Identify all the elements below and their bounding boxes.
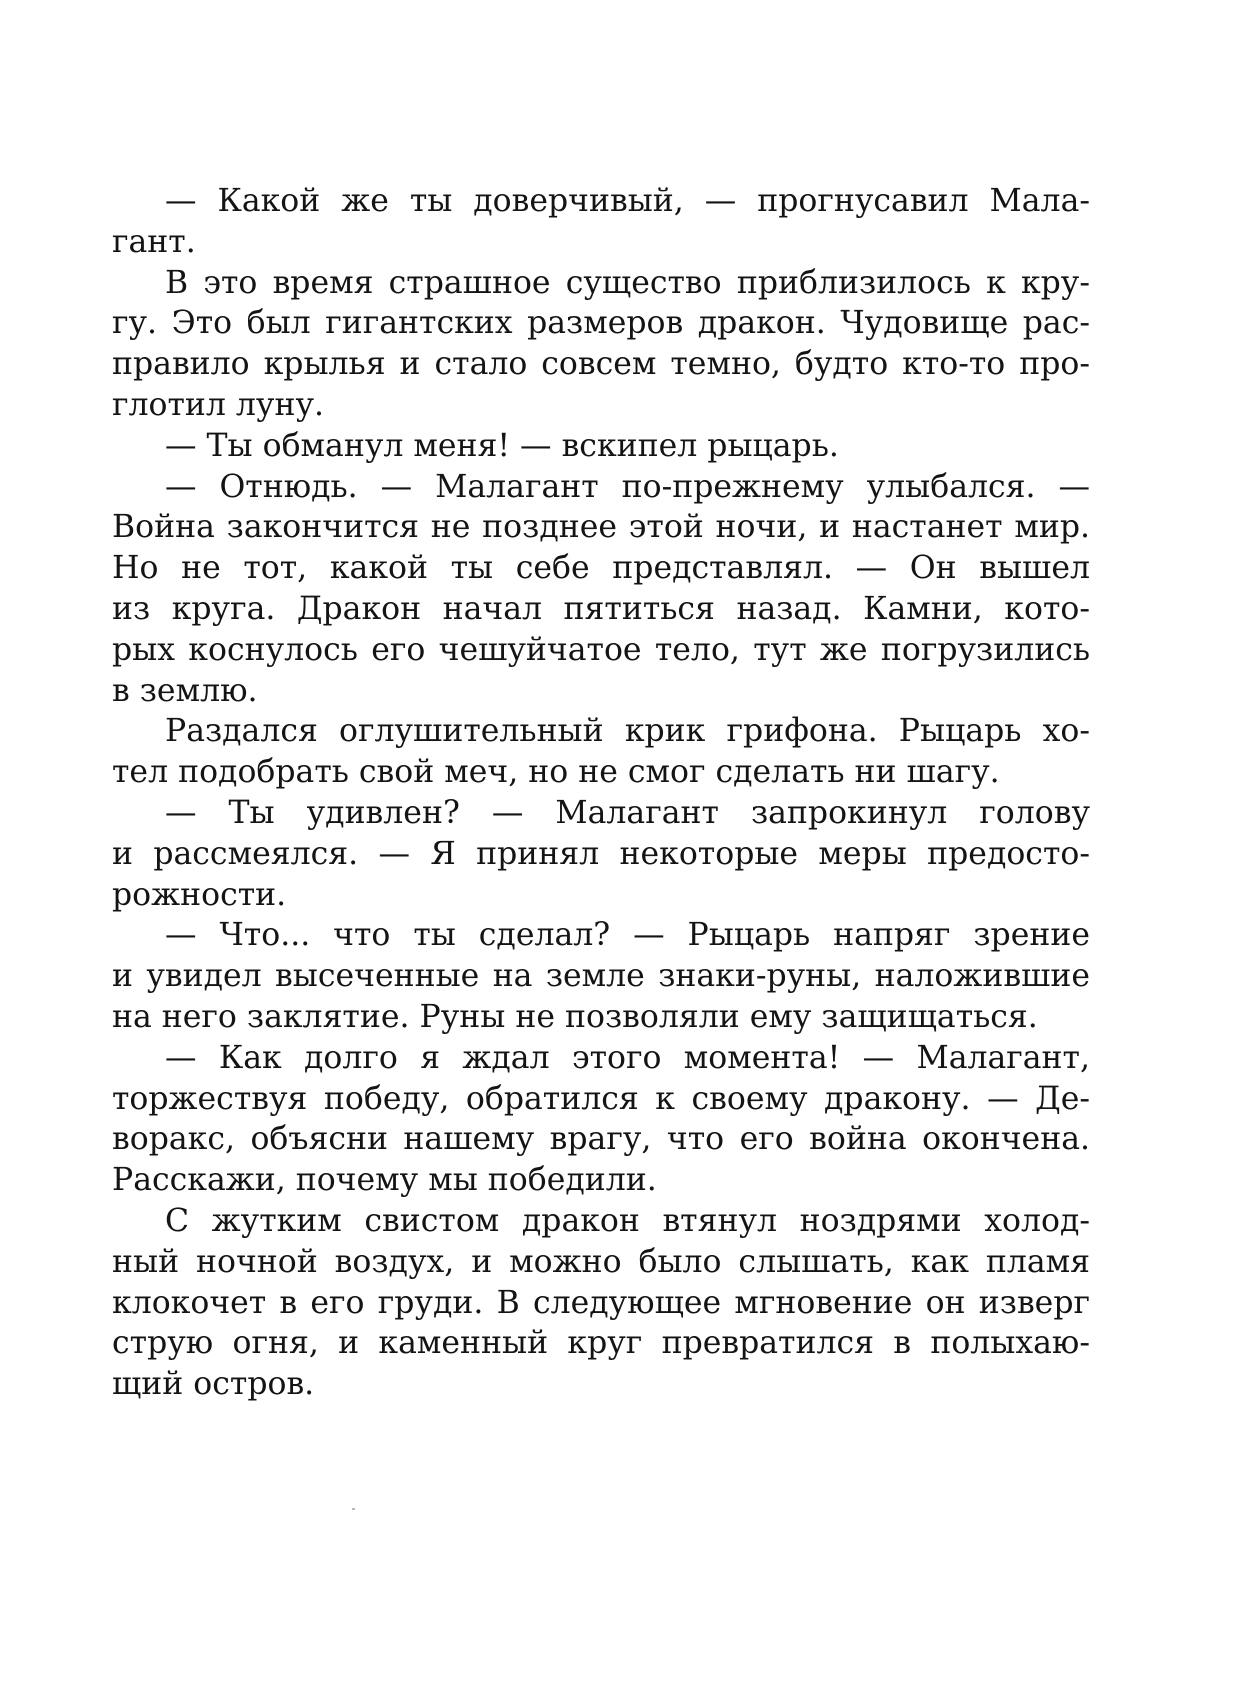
text-line: В это время страшное существо приблизилось к кру- <box>165 264 1090 301</box>
text-line: — Что... что ты сделал? — Рыцарь напряг зрение <box>165 917 1090 954</box>
text-line: — Ты обманул меня! — вскипел рыцарь. <box>165 427 839 464</box>
text-line: — Отнюдь. — Малагант по-прежнему улыбался. — <box>165 468 1090 505</box>
paragraph <box>112 711 1090 793</box>
text-line: Война закончится не позднее этой ночи, и настанет мир. <box>112 509 1090 546</box>
text-line: Раздался оглушительный крик грифона. Рыцарь хо- <box>165 713 1090 750</box>
paragraph <box>112 467 1090 712</box>
text-line: С жутким свистом дракон втянул ноздрями холод- <box>165 1202 1090 1239</box>
text-line: рожности. <box>112 876 287 913</box>
text-line: воракс, объясни нашему врагу, что его война окончена. <box>112 1121 1090 1158</box>
paragraph <box>112 181 1090 263</box>
paragraph <box>112 793 1090 915</box>
text-line: гу. Это был гигантских размеров дракон. Чудовище рас- <box>112 305 1090 342</box>
text-line: торжествуя победу, обратился к своему дракону. — Де- <box>112 1080 1090 1117</box>
text-line: и рассмеялся. — Я принял некоторые меры предосто- <box>112 835 1090 872</box>
text-line: гант. <box>112 223 196 260</box>
text-line: правило крылья и стало совсем темно, будто кто-то про- <box>112 346 1090 383</box>
text-line: Но не тот, какой ты себе представлял. — Он вышел <box>112 550 1090 587</box>
text-line: — Ты удивлен? — Малагант запрокинул голову <box>165 794 1090 831</box>
paragraph <box>112 426 1090 467</box>
text-line: клокочет в его груди. В следующее мгновение он изверг <box>112 1284 1090 1321</box>
text-line: и увидел высеченные на земле знаки-руны, наложившие <box>112 958 1090 995</box>
text-line: Расскажи, почему мы победили. <box>112 1162 657 1199</box>
text-line: в землю. <box>112 672 258 709</box>
text-line: тел подобрать свой меч, но не смог сделать ни шагу. <box>112 754 1000 791</box>
paragraph <box>112 263 1090 426</box>
text-line: щий остров. <box>112 1366 315 1403</box>
paragraph <box>112 1201 1090 1405</box>
text-line: рых коснулось его чешуйчатое тело, тут же погрузились <box>112 631 1090 668</box>
story-text <box>112 181 1090 1405</box>
text-line: ный ночной воздух, и можно было слышать, как пламя <box>112 1243 1090 1280</box>
text-line: глотил луну. <box>112 386 325 423</box>
text-line: из круга. Дракон начал пятиться назад. Камни, кото- <box>112 590 1090 627</box>
text-line: на него заклятие. Руны не позволяли ему защищаться. <box>112 998 1038 1035</box>
text-line: струю огня, и каменный круг превратился в полыхаю- <box>112 1325 1090 1362</box>
paragraph <box>112 915 1090 1037</box>
paragraph <box>112 1038 1090 1201</box>
text-line: — Как долго я ждал этого момента! — Малагант, <box>165 1039 1090 1076</box>
text-line: — Какой же ты доверчивый, — прогнусавил Мала- <box>165 183 1090 219</box>
scan-speck <box>352 1508 355 1510</box>
